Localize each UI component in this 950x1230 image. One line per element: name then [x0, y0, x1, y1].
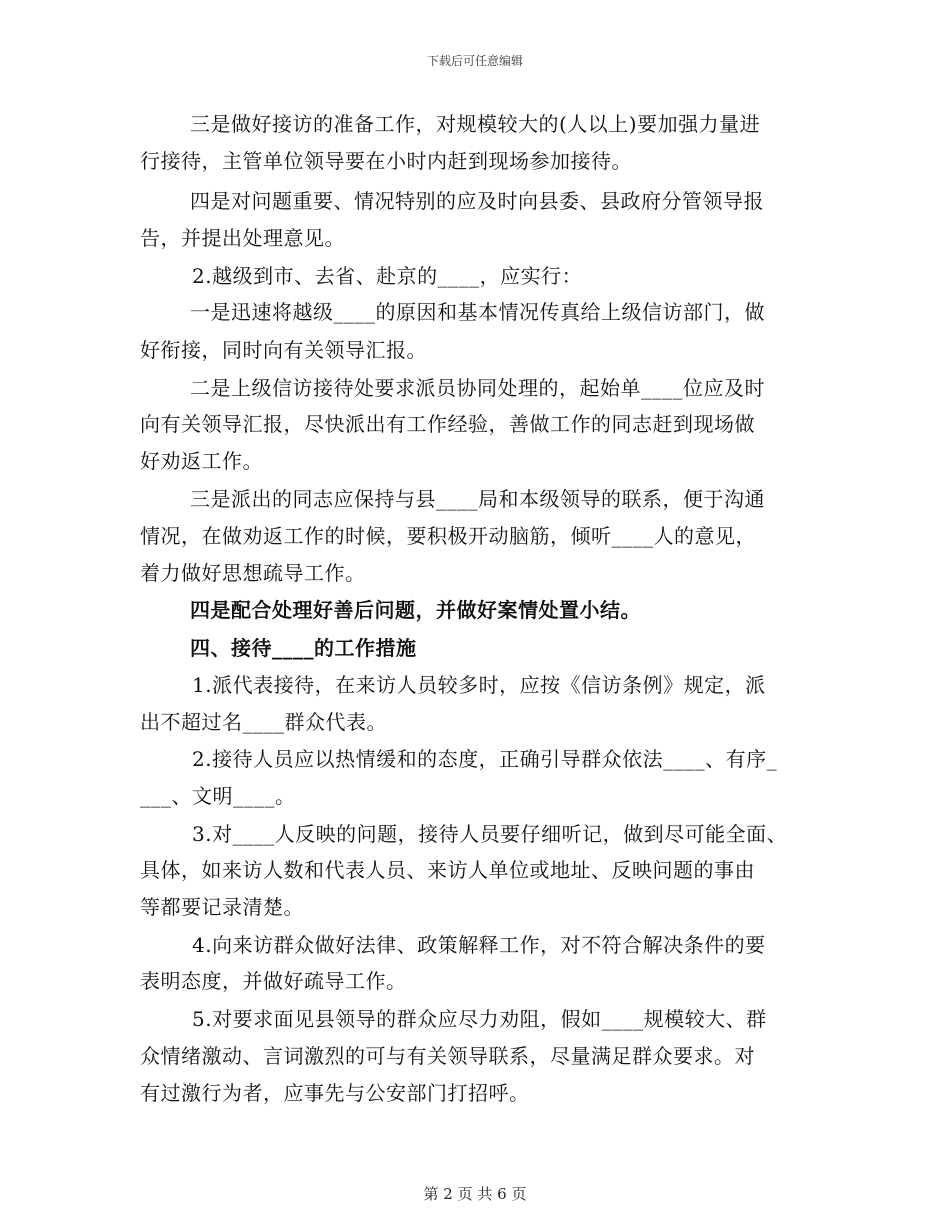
paragraph-line: 众情绪激动、言词激烈的可与有关领导联系，尽量满足群众要求。对 [140, 1044, 755, 1068]
paragraph-line: 2.越级到市、去省、赴京的____，应实行： [192, 264, 583, 288]
page-footer: 第 2 页 共 6 页 [423, 1185, 527, 1203]
paragraph-line: ___、文明____。 [140, 784, 296, 808]
paragraph-line: 3.对____人反映的问题，接待人员要仔细听记，做到尽可能全面、 [192, 822, 788, 846]
paragraph-line: 情况，在做劝返工作的时候，要积极开动脑筋，倾听____人的意见， [140, 524, 756, 548]
paragraph-line: 出不超过名____群众代表。 [140, 710, 387, 734]
paragraph-line: 等都要记录清楚。 [140, 895, 304, 919]
paragraph-line: 行接待，主管单位领导要在小时内赶到现场参加接待。 [140, 149, 632, 173]
paragraph-line: 5.对要求面见县领导的群众应尽力劝阻，假如____规模较大、群 [192, 1007, 767, 1031]
bold-paragraph-line: 四是配合处理好善后问题，并做好案情处置小结。 [190, 598, 641, 622]
paragraph-line: 2.接待人员应以热情缓和的态度，正确引导群众依法____、有序_ [192, 747, 778, 771]
paragraph-line: 4.向来访群众做好法律、政策解释工作，对不符合解决条件的要 [192, 933, 766, 957]
paragraph-line: 有过激行为者，应事先与公安部门打招呼。 [140, 1081, 530, 1105]
paragraph-line: 二是上级信访接待处要求派员协同处理的，起始单____位应及时 [190, 376, 765, 400]
paragraph-line: 具体，如来访人数和代表人员、来访人单位或地址、反映问题的事由 [140, 858, 755, 882]
paragraph-line: 表明态度，并做好疏导工作。 [140, 969, 407, 993]
paragraph-line: 三是做好接访的准备工作，对规模较大的(人以上)要加强力量进 [190, 112, 761, 136]
paragraph-line: 告，并提出处理意见。 [140, 226, 345, 250]
paragraph-line: 好衔接，同时向有关领导汇报。 [140, 338, 427, 362]
paragraph-line: 1.派代表接待，在来访人员较多时，应按《信访条例》规定，派 [192, 673, 766, 697]
paragraph-line: 一是迅速将越级____的原因和基本情况传真给上级信访部门，做 [190, 300, 765, 324]
paragraph-line: 四是对问题重要、情况特别的应及时向县委、县政府分管领导报 [190, 189, 764, 213]
paragraph-line: 着力做好思想疏导工作。 [140, 561, 366, 585]
paragraph-line: 向有关领导汇报，尽快派出有工作经验，善做工作的同志赶到现场做 [140, 412, 755, 436]
paragraph-line: 三是派出的同志应保持与县____局和本级领导的联系，便于沟通 [190, 487, 765, 511]
paragraph-line: 好劝返工作。 [140, 449, 263, 473]
section-heading: 四、接待____的工作措施 [190, 636, 417, 660]
page-header: 下载后可任意编辑 [426, 54, 523, 68]
